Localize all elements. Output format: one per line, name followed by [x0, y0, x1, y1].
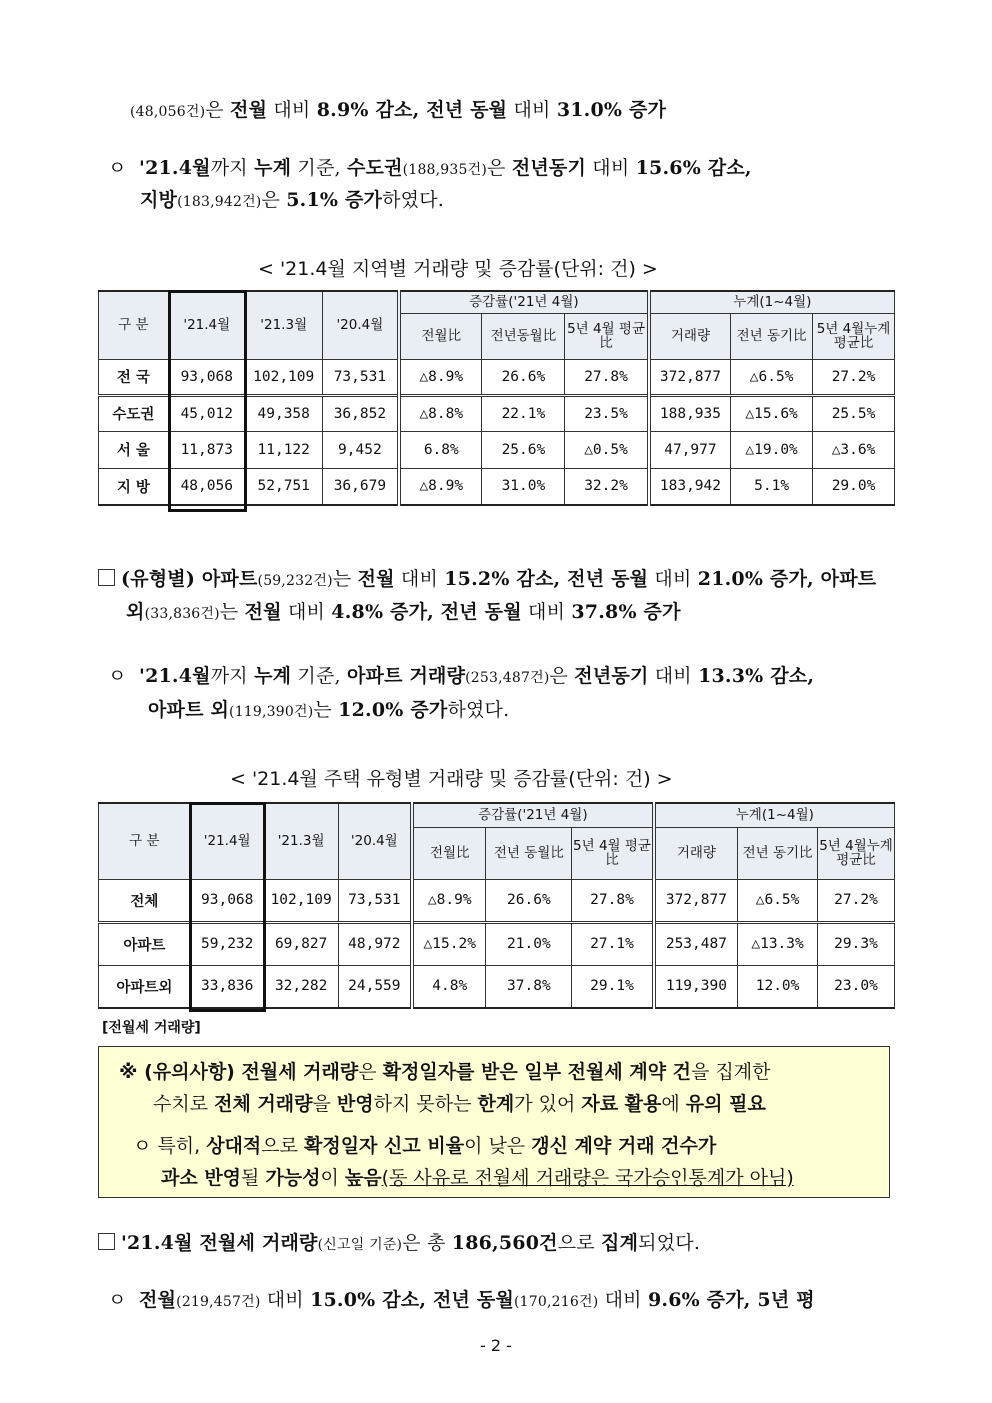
paragraph-4: (유형별) 아파트(59,232건)는 전월 대비 15.2% 감소, 전년 동월 대비 21.0% 증가, 아파트	[98, 564, 876, 591]
housing-type-volume-table	[98, 802, 895, 1009]
col-header-2004: '20.4월	[338, 803, 412, 879]
paragraph-9: ㅇ 전월(219,457건) 대비 15.0% 감소, 전년 동월(170,216건) 대비 9.6% 증가, 5년 평	[108, 1289, 815, 1311]
paragraph-3: 지방(183,942건)은 5.1% 증가하였다.	[140, 189, 444, 211]
col-header-2104: '21.4월	[168, 291, 245, 359]
paragraph-6: ㅇ '21.4월까지 누계 기준, 아파트 거래량(253,487건)은 전년동기 대비 13.3% 감소,	[108, 665, 815, 687]
caution-note-box	[98, 1046, 890, 1198]
bullet: ㅇ	[108, 665, 127, 687]
group-header-cumulative: 누계(1~4월)	[649, 291, 895, 313]
row-label: 서 울	[99, 431, 169, 468]
col-header-volume: 거래량	[649, 313, 731, 359]
table-2-caption: < '21.4월 주택 유형별 거래량 및 증감률(단위: 건) >	[230, 768, 673, 790]
row-label: 전체	[99, 879, 191, 922]
col-header-2004: '20.4월	[322, 291, 399, 359]
row-label: 전 국	[99, 359, 169, 395]
row-label: 아파트	[99, 922, 191, 965]
group-header-cumulative: 누계(1~4월)	[654, 803, 895, 827]
row-label: 수도권	[99, 395, 169, 431]
bullet: ㅇ	[108, 1289, 127, 1311]
table-row: 아파트외 33,836 32,282 24,559 4.8% 37.8% 29.1% 119,390 12.0% 23.0%	[99, 965, 895, 1008]
col-header-gubun: 구 분	[99, 291, 169, 359]
p1-count: (48,056건)	[130, 104, 206, 120]
table-row: 지 방 48,056 52,751 36,679 △8.9% 31.0% 32.2% 183,942 5.1% 29.0%	[99, 468, 895, 505]
col-header-5yr-cum-avg: 5년 4월누계평균比	[813, 313, 895, 359]
col-header-5yr-avg: 5년 4월 평균比	[572, 827, 654, 879]
table-row: 아파트 59,232 69,827 48,972 △15.2% 21.0% 27.1% 253,487 △13.3% 29.3%	[99, 922, 895, 965]
paragraph-2: ㅇ '21.4월까지 누계 기준, 수도권(188,935건)은 전년동기 대비 15.6% 감소,	[108, 157, 752, 179]
note-line-1: ※ (유의사항) 전월세 거래량은 확정일자를 받은 일부 전월세 계약 건을 집계한	[119, 1061, 771, 1083]
table-row: 전 국 93,068 102,109 73,531 △8.9% 26.6% 27.8% 372,877 △6.5% 27.2%	[99, 359, 895, 395]
note-line-3: ㅇ 특히, 상대적으로 확정일자 신고 비율이 낮은 갱신 계약 거래 건수가	[133, 1135, 717, 1157]
paragraph-7: 아파트 외(119,390건)는 12.0% 증가하였다.	[148, 699, 510, 721]
bullet: ㅇ	[108, 157, 127, 179]
group-header-change-rate: 증감률('21년 4월)	[399, 291, 649, 313]
square-bullet-icon	[98, 1233, 115, 1250]
col-header-5yr-avg: 5년 4월 평균比	[565, 313, 649, 359]
table-row: 전체 93,068 102,109 73,531 △8.9% 26.6% 27.8% 372,877 △6.5% 27.2%	[99, 879, 895, 922]
table-row: 수도권 45,012 49,358 36,852 △8.8% 22.1% 23.5% 188,935 △15.6% 25.5%	[99, 395, 895, 431]
regional-volume-table	[98, 290, 895, 506]
col-header-2103: '21.3월	[245, 291, 322, 359]
col-header-yoy: 전년 동월比	[486, 827, 572, 879]
group-header-change-rate: 증감률('21년 4월)	[412, 803, 654, 827]
note-line-2: 수치로 전체 거래량을 반영하지 못하는 한계가 있어 자료 활용에 유의 필요	[153, 1093, 766, 1115]
col-header-yoy-period: 전년 동기比	[731, 313, 813, 359]
note-line-4: 과소 반영될 가능성이 높음(동 사유로 전월세 거래량은 국가승인통계가 아님)	[161, 1167, 794, 1189]
page-number: - 2 -	[480, 1336, 512, 1355]
col-header-mom: 전월比	[412, 827, 486, 879]
col-header-mom: 전월比	[399, 313, 482, 359]
col-header-2103: '21.3월	[264, 803, 338, 879]
col-header-yoy-period: 전년 동기比	[738, 827, 818, 879]
col-header-volume: 거래량	[654, 827, 738, 879]
table-row: 서 울 11,873 11,122 9,452 6.8% 25.6% △0.5% 47,977 △19.0% △3.6%	[99, 431, 895, 468]
row-label: 아파트외	[99, 965, 191, 1008]
row-label: 지 방	[99, 468, 169, 505]
paragraph-1: (48,056건)은 전월 대비 8.9% 감소, 전년 동월 대비 31.0% 증가	[130, 99, 667, 121]
col-header-2104: '21.4월	[190, 803, 264, 879]
paragraph-5: 외(33,836건)는 전월 대비 4.8% 증가, 전년 동월 대비 37.8% 증가	[126, 601, 681, 623]
square-bullet-icon	[98, 569, 115, 586]
col-header-gubun: 구 분	[99, 803, 191, 879]
col-header-5yr-cum-avg: 5년 4월누계 평균比	[818, 827, 895, 879]
col-header-yoy: 전년동월比	[482, 313, 565, 359]
section-label: [전월세 거래량]	[102, 1020, 201, 1036]
paragraph-8: '21.4월 전월세 거래량(신고일 기준)은 총 186,560건으로 집계되었다.	[98, 1228, 700, 1255]
table-1-caption: < '21.4월 지역별 거래량 및 증감률(단위: 건) >	[258, 258, 658, 280]
